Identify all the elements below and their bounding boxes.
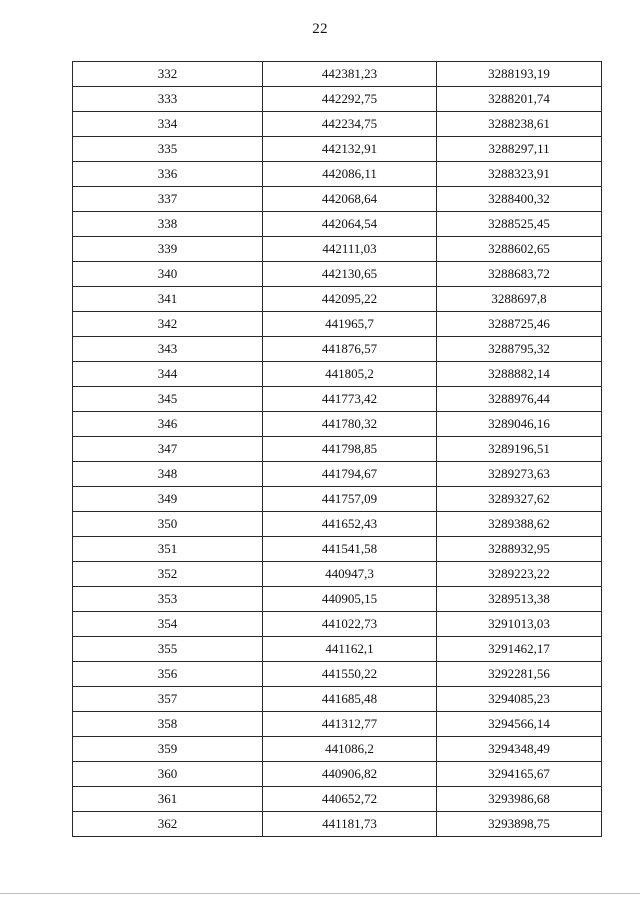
table-row xyxy=(73,562,602,587)
x-coordinate-cell: 441798,85 xyxy=(263,437,437,462)
point-number-cell: 359 xyxy=(73,737,263,762)
y-coordinate-cell: 3289196,51 xyxy=(437,437,602,462)
x-coordinate-cell: 441876,57 xyxy=(263,337,437,362)
table-row xyxy=(73,87,602,112)
table-row xyxy=(73,712,602,737)
x-coordinate-cell: 442292,75 xyxy=(263,87,437,112)
table-row xyxy=(73,612,602,637)
x-coordinate-cell: 441685,48 xyxy=(263,687,437,712)
y-coordinate-cell: 3288795,32 xyxy=(437,337,602,362)
x-coordinate-cell: 441162,1 xyxy=(263,637,437,662)
table-row xyxy=(73,762,602,787)
x-coordinate-cell: 440906,82 xyxy=(263,762,437,787)
point-number-cell: 342 xyxy=(73,312,263,337)
table-row xyxy=(73,262,602,287)
x-coordinate-cell: 440652,72 xyxy=(263,787,437,812)
x-coordinate-cell: 442132,91 xyxy=(263,137,437,162)
point-number-cell: 348 xyxy=(73,462,263,487)
y-coordinate-cell: 3288201,74 xyxy=(437,87,602,112)
y-coordinate-cell: 3288882,14 xyxy=(437,362,602,387)
y-coordinate-cell: 3289223,22 xyxy=(437,562,602,587)
y-coordinate-cell: 3289046,16 xyxy=(437,412,602,437)
point-number-cell: 344 xyxy=(73,362,263,387)
table-body xyxy=(73,62,602,837)
point-number-cell: 361 xyxy=(73,787,263,812)
x-coordinate-cell: 441086,2 xyxy=(263,737,437,762)
y-coordinate-cell: 3294566,14 xyxy=(437,712,602,737)
point-number-cell: 354 xyxy=(73,612,263,637)
x-coordinate-cell: 441794,67 xyxy=(263,462,437,487)
table-row xyxy=(73,662,602,687)
y-coordinate-cell: 3292281,56 xyxy=(437,662,602,687)
y-coordinate-cell: 3289327,62 xyxy=(437,487,602,512)
x-coordinate-cell: 440947,3 xyxy=(263,562,437,587)
page-bottom-rule xyxy=(0,893,640,894)
table-row xyxy=(73,112,602,137)
y-coordinate-cell: 3293986,68 xyxy=(437,787,602,812)
x-coordinate-cell: 442064,54 xyxy=(263,212,437,237)
x-coordinate-cell: 442130,65 xyxy=(263,262,437,287)
table-row xyxy=(73,512,602,537)
y-coordinate-cell: 3288238,61 xyxy=(437,112,602,137)
y-coordinate-cell: 3288683,72 xyxy=(437,262,602,287)
point-number-cell: 360 xyxy=(73,762,263,787)
point-number-cell: 347 xyxy=(73,437,263,462)
x-coordinate-cell: 442234,75 xyxy=(263,112,437,137)
table-row xyxy=(73,362,602,387)
table-row xyxy=(73,187,602,212)
point-number-cell: 338 xyxy=(73,212,263,237)
y-coordinate-cell: 3288525,45 xyxy=(437,212,602,237)
x-coordinate-cell: 441312,77 xyxy=(263,712,437,737)
y-coordinate-cell: 3291013,03 xyxy=(437,612,602,637)
point-number-cell: 334 xyxy=(73,112,263,137)
point-number-cell: 343 xyxy=(73,337,263,362)
table-row xyxy=(73,337,602,362)
x-coordinate-cell: 442095,22 xyxy=(263,287,437,312)
y-coordinate-cell: 3288976,44 xyxy=(437,387,602,412)
point-number-cell: 335 xyxy=(73,137,263,162)
y-coordinate-cell: 3294085,23 xyxy=(437,687,602,712)
y-coordinate-cell: 3294165,67 xyxy=(437,762,602,787)
table-row xyxy=(73,462,602,487)
table-row xyxy=(73,62,602,87)
point-number-cell: 345 xyxy=(73,387,263,412)
point-number-cell: 346 xyxy=(73,412,263,437)
coordinates-table xyxy=(72,61,602,837)
point-number-cell: 351 xyxy=(73,537,263,562)
x-coordinate-cell: 441757,09 xyxy=(263,487,437,512)
x-coordinate-cell: 441022,73 xyxy=(263,612,437,637)
y-coordinate-cell: 3288193,19 xyxy=(437,62,602,87)
x-coordinate-cell: 442068,64 xyxy=(263,187,437,212)
table-row xyxy=(73,437,602,462)
table-row xyxy=(73,237,602,262)
table-row xyxy=(73,312,602,337)
point-number-cell: 336 xyxy=(73,162,263,187)
table-row xyxy=(73,787,602,812)
x-coordinate-cell: 441541,58 xyxy=(263,537,437,562)
page-number: 22 xyxy=(312,21,328,37)
point-number-cell: 349 xyxy=(73,487,263,512)
point-number-cell: 352 xyxy=(73,562,263,587)
x-coordinate-cell: 441805,2 xyxy=(263,362,437,387)
y-coordinate-cell: 3291462,17 xyxy=(437,637,602,662)
point-number-cell: 350 xyxy=(73,512,263,537)
point-number-cell: 356 xyxy=(73,662,263,687)
x-coordinate-cell: 442381,23 xyxy=(263,62,437,87)
table-row xyxy=(73,587,602,612)
y-coordinate-cell: 3288323,91 xyxy=(437,162,602,187)
table-row xyxy=(73,287,602,312)
point-number-cell: 357 xyxy=(73,687,263,712)
table-row xyxy=(73,637,602,662)
point-number-cell: 333 xyxy=(73,87,263,112)
point-number-cell: 340 xyxy=(73,262,263,287)
x-coordinate-cell: 442111,03 xyxy=(263,237,437,262)
x-coordinate-cell: 440905,15 xyxy=(263,587,437,612)
x-coordinate-cell: 441780,32 xyxy=(263,412,437,437)
table-row xyxy=(73,412,602,437)
point-number-cell: 358 xyxy=(73,712,263,737)
table-row xyxy=(73,487,602,512)
table-row xyxy=(73,687,602,712)
y-coordinate-cell: 3289388,62 xyxy=(437,512,602,537)
table-row xyxy=(73,162,602,187)
x-coordinate-cell: 441652,43 xyxy=(263,512,437,537)
point-number-cell: 337 xyxy=(73,187,263,212)
point-number-cell: 355 xyxy=(73,637,263,662)
y-coordinate-cell: 3294348,49 xyxy=(437,737,602,762)
point-number-cell: 362 xyxy=(73,812,263,837)
y-coordinate-cell: 3288697,8 xyxy=(437,287,602,312)
x-coordinate-cell: 441773,42 xyxy=(263,387,437,412)
x-coordinate-cell: 441965,7 xyxy=(263,312,437,337)
table-row xyxy=(73,212,602,237)
table-row xyxy=(73,137,602,162)
point-number-cell: 341 xyxy=(73,287,263,312)
y-coordinate-cell: 3288932,95 xyxy=(437,537,602,562)
table-row xyxy=(73,387,602,412)
y-coordinate-cell: 3288400,32 xyxy=(437,187,602,212)
y-coordinate-cell: 3288602,65 xyxy=(437,237,602,262)
y-coordinate-cell: 3288725,46 xyxy=(437,312,602,337)
point-number-cell: 339 xyxy=(73,237,263,262)
table-row xyxy=(73,737,602,762)
x-coordinate-cell: 441550,22 xyxy=(263,662,437,687)
y-coordinate-cell: 3289273,63 xyxy=(437,462,602,487)
point-number-cell: 353 xyxy=(73,587,263,612)
table-row xyxy=(73,537,602,562)
y-coordinate-cell: 3289513,38 xyxy=(437,587,602,612)
x-coordinate-cell: 441181,73 xyxy=(263,812,437,837)
y-coordinate-cell: 3288297,11 xyxy=(437,137,602,162)
point-number-cell: 332 xyxy=(73,62,263,87)
table-row xyxy=(73,812,602,837)
x-coordinate-cell: 442086,11 xyxy=(263,162,437,187)
y-coordinate-cell: 3293898,75 xyxy=(437,812,602,837)
